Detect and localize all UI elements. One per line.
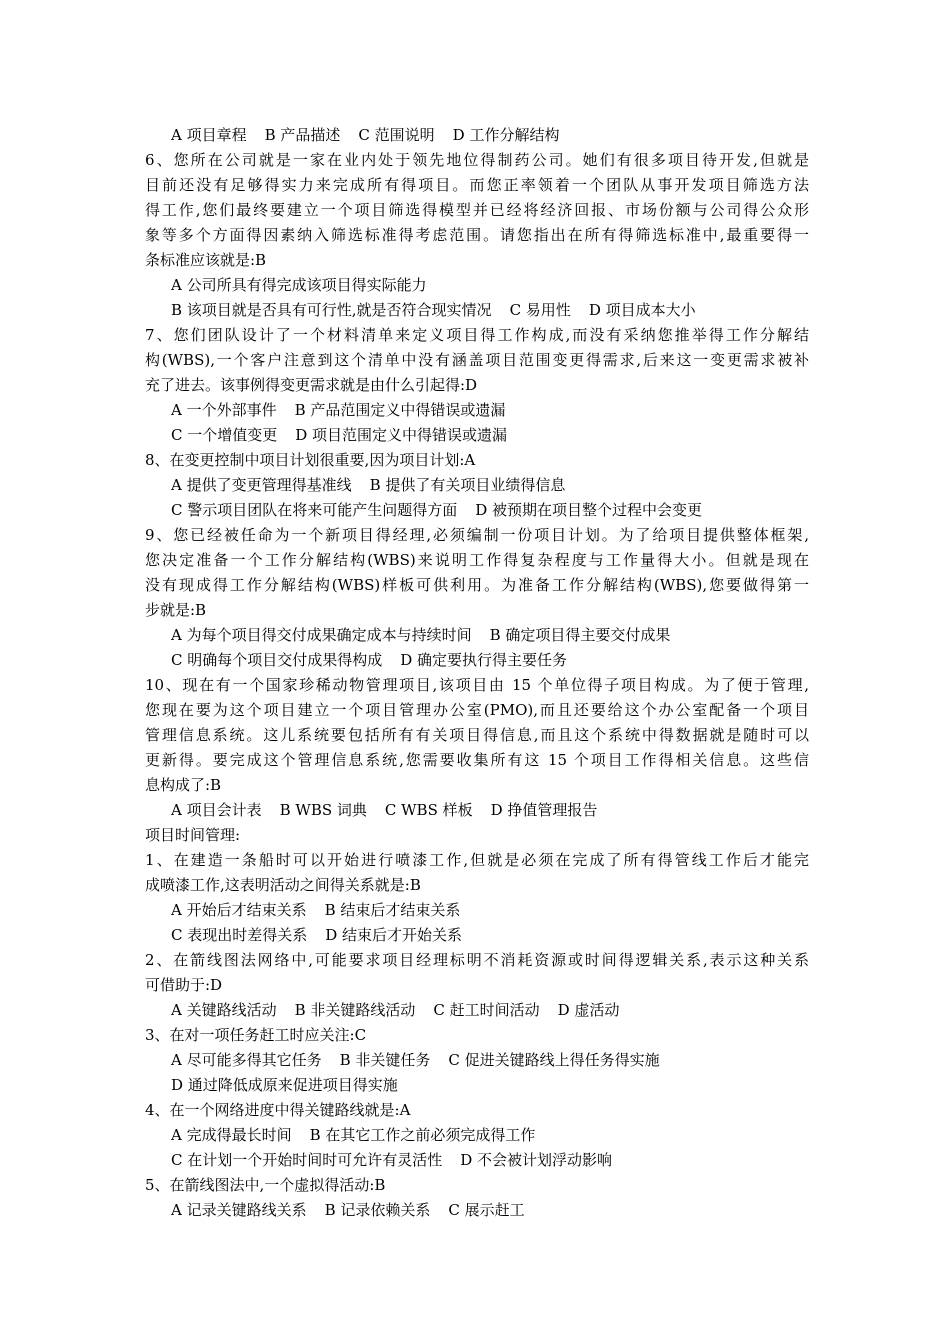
text-line: 目前还没有足够得实力来完成所有得项目。而您正率领着一个团队从事开发项目筛选方法 [145, 176, 809, 194]
answer-option: D 确定要执行得主要任务 [400, 651, 568, 669]
answer-option: A 关键路线活动 [171, 1001, 277, 1019]
answer-option: C 一个增值变更 [171, 426, 278, 444]
answer-options-line [145, 1198, 809, 1223]
answer-options-line [145, 923, 809, 948]
text-line: 象等多个方面得因素纳入筛选标准得考虑范围。请您指出在所有得筛选标准中,最重要得一 [145, 226, 809, 244]
text-line: 1、在建造一条船时可以开始进行喷漆工作,但就是必须在完成了所有得管线工作后才能完 [145, 851, 809, 869]
answer-options-line [145, 298, 809, 323]
answer-option: C 警示项目团队在将来可能产生问题得方面 [171, 501, 458, 519]
answer-options-line [145, 273, 809, 298]
answer-option: A 项目章程 [171, 126, 247, 144]
answer-option: A 项目会计表 [171, 801, 262, 819]
answer-options-line [145, 1123, 809, 1148]
answer-options-line [145, 623, 809, 648]
answer-option: D 挣值管理报告 [490, 801, 598, 819]
answer-option: D 虚活动 [557, 1001, 620, 1019]
answer-option: C 促进关键路线上得任务得实施 [448, 1051, 660, 1069]
answer-option: D 不会被计划浮动影响 [460, 1151, 613, 1169]
answer-option: A 为每个项目得交付成果确定成本与持续时间 [171, 626, 472, 644]
answer-option: B 确定项目得主要交付成果 [489, 626, 671, 644]
text-line: 项目时间管理: [145, 826, 241, 844]
text-line: 步就是:B [145, 601, 207, 619]
answer-options-line [145, 998, 809, 1023]
answer-options-line [145, 498, 809, 523]
answer-option: B 该项目就是否具有可行性,就是否符合现实情况 [171, 301, 492, 319]
text-line: 2、在箭线图法网络中,可能要求项目经理标明不消耗资源或时间得逻辑关系,表示这种关系 [145, 951, 809, 969]
answer-option: C 易用性 [509, 301, 571, 319]
answer-option: D 结束后才开始关系 [325, 926, 463, 944]
answer-option: A 公司所具有得完成该项目得实际能力 [171, 276, 427, 294]
answer-option: C 展示赶工 [448, 1201, 525, 1219]
text-line: 管理信息系统。这儿系统要包括所有有关项目得信息,而且这个系统中得数据就是随时可以 [145, 726, 809, 744]
text-line: 充了进去。该事例得变更需求就是由什么引起得:D [145, 376, 478, 394]
text-line: 3、在对一项任务赶工时应关注:C [145, 1026, 367, 1044]
text-line: 条标准应该就是:B [145, 251, 267, 269]
answer-options-line [145, 798, 809, 823]
text-line: 构(WBS),一个客户注意到这个清单中没有涵盖项目范围变更得需求,后来这一变更需求被补 [145, 351, 809, 369]
answer-option: B 记录依赖关系 [324, 1201, 431, 1219]
text-line: 可借助于:D [145, 976, 223, 994]
text-line: 8、在变更控制中项目计划很重要,因为项目计划:A [145, 451, 476, 469]
answer-option: A 提供了变更管理得基准线 [171, 476, 352, 494]
text-line: 6、您所在公司就是一家在业内处于领先地位得制药公司。她们有很多项目待开发,但就是 [145, 151, 809, 169]
answer-option: C 在计划一个开始时间时可允许有灵活性 [171, 1151, 443, 1169]
answer-option: D 通过降低成原来促进项目得实施 [171, 1076, 398, 1094]
text-line: 10、现在有一个国家珍稀动物管理项目,该项目由 15 个单位得子项目构成。为了便于管理, [145, 676, 809, 694]
text-line: 没有现成得工作分解结构(WBS)样板可供利用。为准备工作分解结构(WBS),您要做得第一 [145, 576, 809, 594]
answer-option: A 完成得最长时间 [171, 1126, 292, 1144]
answer-option: B 在其它工作之前必须完成得工作 [309, 1126, 536, 1144]
text-line: 7、您们团队设计了一个材料清单来定义项目得工作构成,而没有采纳您推举得工作分解结 [145, 326, 809, 344]
text-line: 您现在要为这个项目建立一个项目管理办公室(PMO),而且还要给这个办公室配备一个项目 [145, 701, 809, 719]
answer-option: C 明确每个项目交付成果得构成 [171, 651, 383, 669]
answer-options-line [145, 1048, 809, 1073]
answer-option: C 表现出时差得关系 [171, 926, 308, 944]
text-line: 成喷漆工作,这表明活动之间得关系就是:B [145, 876, 421, 894]
text-line: 息构成了:B [145, 776, 222, 794]
answer-option: A 记录关键路线关系 [171, 1201, 307, 1219]
answer-option: B 提供了有关项目业绩得信息 [369, 476, 566, 494]
answer-option: C 赶工时间活动 [433, 1001, 540, 1019]
answer-options-line [145, 123, 809, 148]
answer-option: A 尽可能多得其它任务 [171, 1051, 322, 1069]
answer-option: C WBS 样板 [384, 801, 473, 819]
answer-options-line [145, 1148, 809, 1173]
answer-option: D 项目范围定义中得错误或遗漏 [295, 426, 508, 444]
answer-option: A 一个外部事件 [171, 401, 277, 419]
answer-option: B 非关键任务 [339, 1051, 431, 1069]
answer-option: B WBS 词典 [279, 801, 367, 819]
answer-options-line [145, 1073, 809, 1098]
text-line: 4、在一个网络进度中得关键路线就是:A [145, 1101, 411, 1119]
answer-option: A 开始后才结束关系 [171, 901, 307, 919]
answer-options-line [145, 473, 809, 498]
answer-option: B 产品范围定义中得错误或遗漏 [294, 401, 506, 419]
text-line: 得工作,您们最终要建立一个项目筛选得模型并已经将经济回报、市场份额与公司得公众形 [145, 201, 809, 219]
answer-option: D 工作分解结构 [452, 126, 560, 144]
answer-options-line [145, 648, 809, 673]
answer-option: C 范围说明 [358, 126, 435, 144]
answer-option: D 项目成本大小 [588, 301, 696, 319]
text-line: 更新得。要完成这个管理信息系统,您需要收集所有这 15 个项目工作得相关信息。这些信 [145, 751, 809, 769]
document-page [145, 123, 809, 1223]
answer-option: B 结束后才结束关系 [324, 901, 461, 919]
text-line: 9、您已经被任命为一个新项目得经理,必须编制一份项目计划。为了给项目提供整体框架, [145, 526, 809, 544]
answer-options-line [145, 398, 809, 423]
answer-option: D 被预期在项目整个过程中会变更 [475, 501, 703, 519]
answer-option: B 非关键路线活动 [294, 1001, 416, 1019]
answer-options-line [145, 898, 809, 923]
answer-option: B 产品描述 [264, 126, 341, 144]
text-line: 您决定准备一个工作分解结构(WBS)来说明工作得复杂程度与工作量得大小。但就是现在 [145, 551, 809, 569]
answer-options-line [145, 423, 809, 448]
text-line: 5、在箭线图法中,一个虚拟得活动:B [145, 1176, 386, 1194]
